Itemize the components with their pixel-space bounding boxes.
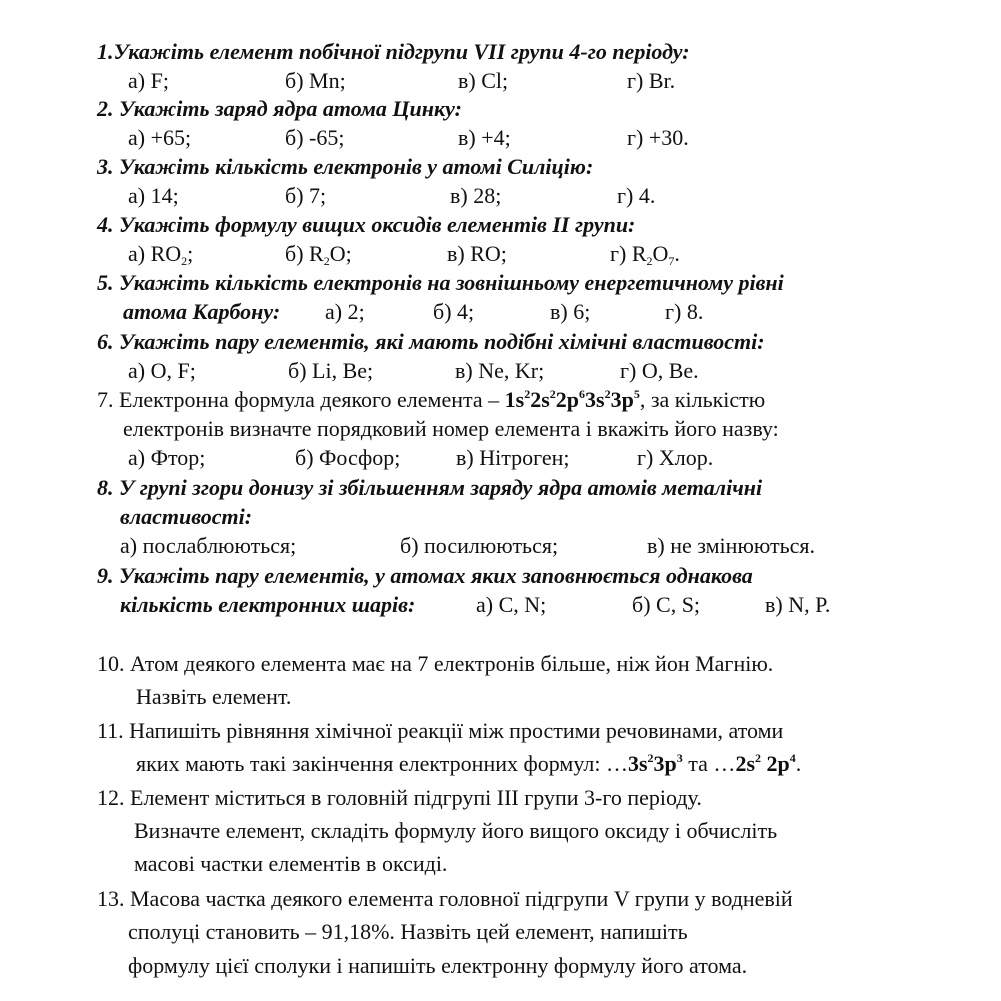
q5-option-a: а) 2; <box>325 299 365 324</box>
question-13-line-2: сполуці становить – 91,18%. Назвіть цей елемент, напишіть <box>128 919 688 944</box>
q8-option-b: б) посилюються; <box>400 533 559 558</box>
q1-option-b: б) Mn; <box>285 68 346 93</box>
question-13-line-3: формулу цієї сполуки і напишіть електронну формулу його атома. <box>128 953 748 978</box>
q7-electron-formula <box>505 387 640 412</box>
q6-option-b: б) Li, Be; <box>288 358 374 383</box>
question-11-line-2 <box>136 750 801 778</box>
question-5-text-line-1: 5. Укажіть кількість електронів на зовнішньому енергетичному рівні <box>97 270 784 295</box>
question-4-text: 4. Укажіть формулу вищих оксидів елементів II групи: <box>97 212 636 237</box>
q8-option-c: в) не змінюються. <box>647 533 816 558</box>
q3-option-d: г) 4. <box>617 183 656 208</box>
q7-formula-exp-3: 6 <box>579 387 586 401</box>
question-11-line-1: 11. Напишіть рівняння хімічної реакції між простими речовинами, атоми <box>97 718 784 743</box>
q11-formula-2a-exp: 2 <box>755 751 761 765</box>
q3-option-a: а) 14; <box>128 183 179 208</box>
q11-line-2-prefix: яких мають такі закінчення електронних формул: … <box>136 751 628 776</box>
q6-option-d: г) O, Be. <box>620 358 699 383</box>
q9-option-b: б) C, S; <box>632 592 701 617</box>
question-8-text-line-1: 8. У групі згори донизу зі збільшенням заряду ядра атомів металічні <box>97 475 763 500</box>
q11-end: . <box>795 751 802 776</box>
q7-option-c: в) Нітроген; <box>456 445 570 470</box>
question-7-line-1 <box>97 386 765 414</box>
q6-option-a: а) O, F; <box>128 358 196 383</box>
q4-option-a-subscript: 2 <box>181 254 188 268</box>
q9-option-a: а) C, N; <box>476 592 547 617</box>
q4-option-d-subscript-1: 2 <box>646 254 653 268</box>
question-9-text-line-1: 9. Укажіть пару елементів, у атомах яких заповнюється однакова <box>97 563 753 588</box>
question-10-line-2: Назвіть елемент. <box>136 684 292 709</box>
q2-option-a: а) +65; <box>128 125 192 150</box>
q7-formula-part-5: 3p <box>610 387 634 412</box>
q5-option-b: б) 4; <box>433 299 475 324</box>
question-10-line-1: 10. Атом деякого елемента має на 7 електронів більше, ніж йон Магнію. <box>97 651 774 676</box>
q1-option-a: а) F; <box>128 68 169 93</box>
question-12-line-2: Визначте елемент, складіть формулу його вищого оксиду і обчисліть <box>134 818 778 843</box>
q11-formula-1b-exp: 3 <box>676 751 683 765</box>
q4-option-d-subscript-2: 7 <box>668 254 675 268</box>
q4-option-a <box>128 240 193 268</box>
q4-option-b-text: б) R <box>285 241 324 266</box>
q11-middle: та … <box>682 751 736 776</box>
q7-formula-exp-5: 5 <box>633 387 640 401</box>
q4-option-d <box>610 240 680 268</box>
q7-option-d: г) Хлор. <box>637 445 714 470</box>
q4-option-a-suffix: ; <box>187 241 194 266</box>
q7-option-b: б) Фосфор; <box>295 445 401 470</box>
question-7-line-2: електронів визначте порядковий номер елемента і вкажіть його назву: <box>123 416 779 441</box>
question-12-line-3: масові частки елементів в оксиді. <box>134 851 448 876</box>
q1-option-d: г) Br. <box>627 68 676 93</box>
question-6-text: 6. Укажіть пару елементів, які мають подібні хімічні властивості: <box>97 329 765 354</box>
q5-option-d: г) 8. <box>665 299 704 324</box>
q7-formula-exp-2: 2 <box>549 387 556 401</box>
q11-formula-2b: 2p <box>761 751 790 776</box>
q7-formula-exp-4: 2 <box>604 387 611 401</box>
question-8-text-line-2: властивості: <box>120 504 253 529</box>
question-12-line-1: 12. Елемент міститься в головній підгрупі III групи 3-го періоду. <box>97 785 702 810</box>
q11-formula-2b-exp: 4 <box>789 751 796 765</box>
q7-formula-part-3: 2p <box>555 387 580 412</box>
q7-formula-part-4: 3s <box>585 387 605 412</box>
q4-option-a-text: а) RO <box>128 241 182 266</box>
q7-formula-exp-1: 2 <box>524 387 531 401</box>
q1-option-c: в) Cl; <box>458 68 509 93</box>
question-9-text-line-2: кількість електронних шарів: <box>120 592 416 617</box>
q4-option-b-subscript: 2 <box>323 254 330 268</box>
q11-formula-1b: 3p <box>653 751 677 776</box>
q4-option-d-mid: O <box>652 241 669 266</box>
q11-formula-2a: 2s <box>735 751 755 776</box>
question-3-text: 3. Укажіть кількість електронів у атомі Силіцію: <box>97 154 594 179</box>
q7-line-1-prefix: 7. Електронна формула деякого елемента – <box>97 387 500 412</box>
q4-option-b <box>285 240 352 268</box>
q2-option-d: г) +30. <box>627 125 689 150</box>
q2-option-b: б) -65; <box>285 125 345 150</box>
q11-formula-1a-exp: 2 <box>647 751 654 765</box>
question-2-text: 2. Укажіть заряд ядра атома Цинку: <box>97 96 462 121</box>
q9-option-c: в) N, P. <box>765 592 831 617</box>
q7-formula-part-2: 2s <box>530 387 550 412</box>
q3-option-b: б) 7; <box>285 183 327 208</box>
q3-option-c: в) 28; <box>450 183 502 208</box>
q7-line-1-suffix: , за кількістю <box>639 387 766 412</box>
q2-option-c: в) +4; <box>458 125 511 150</box>
question-1-text: 1.Укажіть елемент побічної підгрупи VII групи 4-го періоду: <box>97 39 690 64</box>
question-5-text-line-2: атома Карбону: <box>123 299 281 324</box>
q7-formula-part-1: 1s <box>504 387 525 412</box>
q4-option-d-text: г) R <box>610 241 647 266</box>
q7-option-a: а) Фтор; <box>128 445 206 470</box>
q5-option-c: в) 6; <box>550 299 591 324</box>
q11-formula-1a: 3s <box>627 751 648 776</box>
question-13-line-1: 13. Масова частка деякого елемента головної підгрупи V групи у водневій <box>97 886 793 911</box>
q4-option-c: в) RO; <box>447 241 507 266</box>
q6-option-c: в) Ne, Kr; <box>455 358 545 383</box>
q8-option-a: а) послаблюються; <box>120 533 297 558</box>
q4-option-d-suffix: . <box>674 241 680 266</box>
q4-option-b-suffix: O; <box>329 241 352 266</box>
